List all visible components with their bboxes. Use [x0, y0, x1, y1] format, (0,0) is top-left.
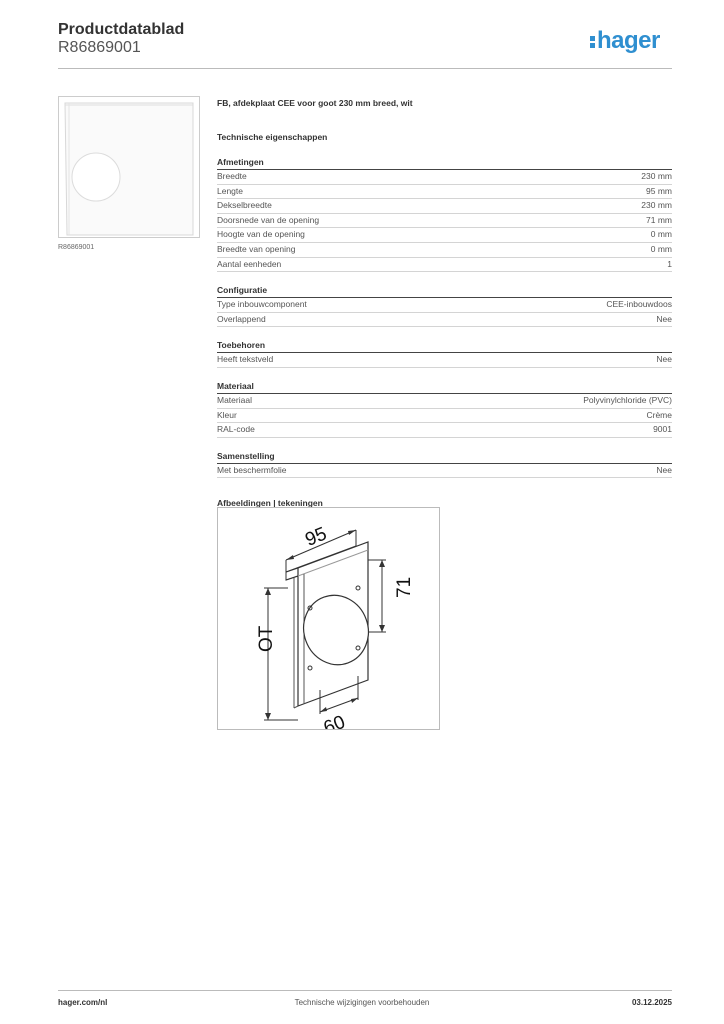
spec-label: Overlappend: [217, 313, 266, 324]
spec-value: 0 mm: [650, 243, 672, 254]
thumbnail-caption: R86869001: [58, 244, 95, 251]
spec-label: Dekselbreedte: [217, 200, 272, 211]
logo-text: hager: [597, 27, 660, 54]
spec-row: [217, 199, 672, 214]
spec-label: Doorsnede van de opening: [217, 214, 320, 225]
spec-label: Heeft tekstveld: [217, 354, 274, 365]
section-configuratie: [217, 284, 672, 327]
section-title: Afmetingen: [217, 156, 672, 170]
spec-value: 95 mm: [646, 185, 672, 196]
spec-row: [217, 423, 672, 438]
spec-value: Nee: [656, 464, 672, 475]
footer-date: 03.12.2025: [631, 998, 672, 1007]
footer-divider: [58, 990, 672, 991]
spec-value: 230 mm: [641, 171, 672, 181]
product-description: FB, afdekplaat CEE voor goot 230 mm breed, wit: [217, 98, 413, 108]
spec-row: [217, 228, 672, 243]
spec-content: [217, 96, 672, 510]
spec-label: Lengte: [217, 185, 243, 196]
spec-value: 0 mm: [650, 229, 672, 240]
section-title: Toebehoren: [217, 339, 672, 353]
spec-row: [217, 258, 672, 273]
spec-value: Crème: [646, 409, 672, 420]
section-toebehoren: [217, 339, 672, 368]
spec-label: RAL-code: [217, 424, 255, 435]
page-title: Productdatablad: [58, 21, 185, 38]
dim-base-label: 60: [320, 711, 349, 729]
spec-row: [217, 214, 672, 229]
header-divider: [58, 68, 672, 69]
spec-value: 1: [667, 258, 672, 269]
product-code: R86869001: [58, 39, 141, 56]
spec-row: [217, 353, 672, 368]
spec-value: 9001: [653, 424, 672, 435]
spec-value: Nee: [656, 313, 672, 324]
section-afmetingen: [217, 156, 672, 272]
spec-value: Polyvinylchloride (PVC): [583, 394, 672, 405]
spec-value: 71 mm: [646, 214, 672, 225]
section-title: Materiaal: [217, 380, 672, 394]
section-samenstelling: [217, 450, 672, 479]
section-title: Configuratie: [217, 284, 672, 298]
spec-row: [217, 464, 672, 479]
footer-disclaimer: Technische wijzigingen voorbehouden: [294, 998, 430, 1007]
spec-label: Breedte: [217, 171, 247, 181]
spec-value: Nee: [656, 354, 672, 365]
spec-row: [217, 409, 672, 424]
dim-height-label: OT: [256, 625, 277, 652]
tech-properties-heading: Technische eigenschappen: [217, 132, 328, 142]
spec-row: [217, 170, 672, 185]
section-title: Samenstelling: [217, 450, 672, 464]
spec-label: Hoogte van de opening: [217, 229, 305, 240]
spec-label: Met beschermfolie: [217, 464, 287, 475]
spec-label: Breedte van opening: [217, 243, 296, 254]
spec-row: [217, 243, 672, 258]
footer-website-link[interactable]: hager.com/nl: [58, 998, 108, 1007]
dim-opening-label: 71: [394, 576, 415, 598]
logo-dots-icon: [590, 34, 595, 50]
spec-label: Aantal eenheden: [217, 258, 282, 269]
spec-value: 230 mm: [641, 200, 672, 211]
technical-drawing: [217, 507, 440, 730]
product-thumbnail-image: [59, 97, 199, 237]
spec-row: [217, 394, 672, 409]
spec-row: [217, 185, 672, 200]
hager-logo: [590, 27, 660, 55]
spec-row: [217, 298, 672, 313]
dim-width-label: 95: [302, 523, 330, 551]
section-materiaal: [217, 380, 672, 438]
spec-label: Kleur: [217, 409, 237, 420]
spec-value: CEE-inbouwdoos: [606, 299, 672, 310]
technical-drawing-image: [218, 508, 439, 729]
spec-label: Type inbouwcomponent: [217, 299, 307, 310]
spec-label: Materiaal: [217, 394, 252, 405]
spec-row: [217, 313, 672, 328]
product-thumbnail: [58, 96, 200, 238]
drawings-heading: Afbeeldingen | tekeningen: [217, 498, 323, 509]
